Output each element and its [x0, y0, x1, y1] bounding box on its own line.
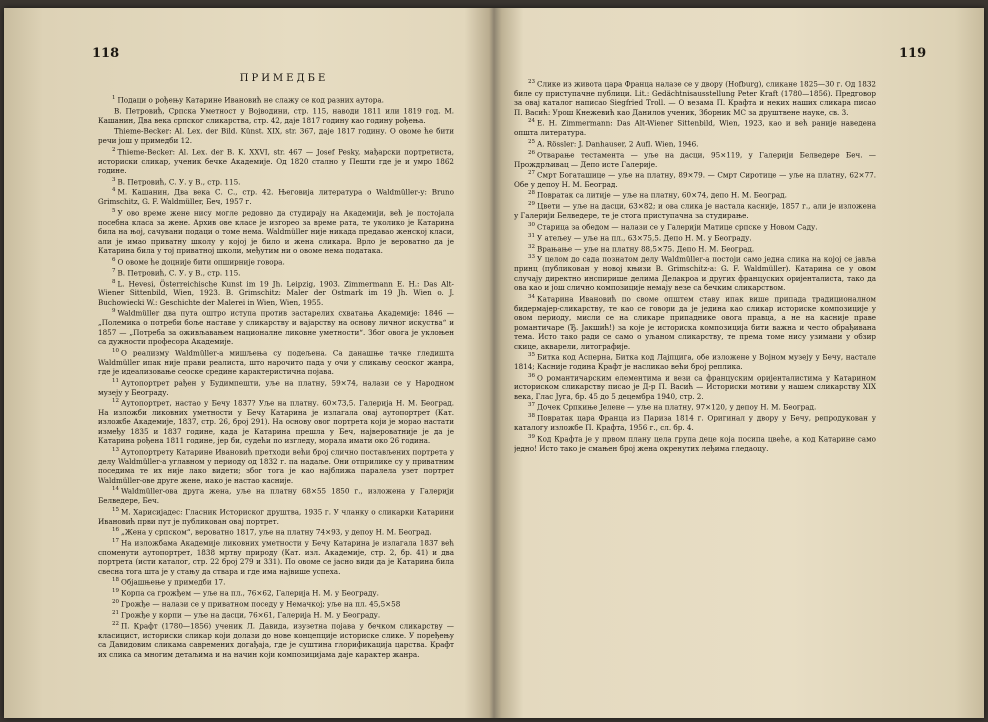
endnote: $^{14}$ Waldmüller-ова друга жена, уље на платну 68×55 1850 г., изложена у Галерији Белведере, Беч. [98, 486, 454, 506]
endnote: $^{36}$ О романтичарским елементима и вези са француским оријенталистима у Катарином историском сликарству писао је Д-р П. Васић — Историски мотиви у нашем сликарству XIX века, Глас Југа, бр. 45 до 5 децембра 1940, стр. 2. [514, 372, 876, 401]
endnote: $^{35}$ Битка код Асперна, Битка код Лајпцига, обе изложене у Војном музеју у Бечу, настале 1814; Касније година Крафт је насликао већи број реплика. [514, 352, 876, 372]
endnote: $^{22}$ П. Крафт (1780—1856) ученик Л. Давида, изузетна појава у бечком сликарству — класицист, историски сликар који долази до нове концепције историске слике. У поређењу са Давидовим сликама савремених догађаја, где је суштина глорификација царства. Крафт их слика са многим детаљима и на начин који композицијама даје карактер жанра. [98, 620, 454, 659]
endnote [98, 659, 454, 670]
endnote: Thieme-Becker: Al. Lex. der Bild. Künst. XIX, str. 367, даје 1817 годину. О овоме ће бити речи још у примедби 12. [98, 126, 454, 146]
endnote: $^{16}$ „Жена у српском“, вероватно 1817, уље на платну 74×93, у депоу Н. М. Београд. [112, 527, 432, 537]
endnote: $^{28}$ Повратак са литије — уље на платну, 60×74, депо Н. М. Београд. [528, 190, 787, 200]
endnote: $^{27}$ Смрт Богаташице — уље на платну, 89×79. — Смрт Сиротице — уље на платну, 62×77. Обе у депоу Н. М. Београд. [514, 170, 876, 189]
notes-list [514, 78, 876, 458]
endnote: $^{39}$ Код Крафта је у првом плану цела група деце која посипа цвеће, а код Катарине само једно! Исто тако је смањен број жена окренутих леђима гледаоцу. [514, 433, 876, 453]
endnote: $^2$ Thieme-Becker: Al. Lex. der B. K. XXVI, str. 467 — Josef Pesky, мађарски портретиста, историски сликар, ученик бечке Академије. Од 1820 стално у Пешти где је и умро 1862 године. [98, 146, 454, 176]
endnote: $^3$ В. Петровић, С. У. у В., стр. 115. [112, 176, 241, 186]
endnote: $^{26}$ Отварање тестамента — уље на дасци, 95×119, у Галерији Белведере Беч. — Прождрљивац — Депо исте Галерије. [514, 149, 876, 169]
endnote: $^5$ У ово време жене нису могле редовно да студирају на Академији, већ је постојала посебна класа за жене. Архив ове класе је изгорео за време рата, те уколико је Катарина била на њој, сачувани подаци о томе нема. Waldmüller није никада предавао женској класи, али је имао приватну школу у којој је било и жена сликара. Врло је вероватно да је Катарина била у тој приватној школи, међутим ни о овоме нема података. [98, 207, 454, 256]
endnote: $^{10}$ О реализму Waldmüller-а мишљења су подељена. Са данашње тачке гледишта Waldmüller ипак није прави реалиста, што нарочито пада у очи у сликању сеоског жанра, где је идеализовање сеоске средине карактеристична појава. [98, 347, 454, 377]
page-number: 119 [899, 46, 927, 61]
endnote: $^{37}$ Дочек Српкиње Јелене — уље на платну, 97×120, у депоу Н. М. Београд. [528, 402, 817, 412]
endnote: $^{20}$ Грожђе — налази се у приватном поседу у Немачкој; уље на пл. 45,5×58 [112, 599, 401, 609]
page-heading: ПРИМЕДБЕ [239, 73, 329, 84]
right-page [494, 8, 984, 718]
endnote: $^{12}$ Аутопортрет, настао у Бечу 1837? Уље на платну. 60×73,5. Галерија Н. М. Београд. На изложби ликовних уметности у Бечу Катарина је излагала овај аутопортрет (Кат. изложбе Академије, 1837, стр. 26, број 291). На основу овог портрета који је морао настати између 1835 и 1837 године, када је Катарина прешла у Беч, највероватније је да је Катарина рођена 1811 године, јер би, судећи по изгледу, морала имати око 26 година. [98, 398, 454, 446]
endnote: $^8$ L. Hevesi, Österreichische Kunst im 19 Jh. Leipzig, 1903. Zimmermann E. H.: Das Alt-Wiener Sittenbild, Wien, 1923. B. Grimschitz: Maler der Ostmark im 19 Jh. Wien o. J. Buchowiecki W.: Geschichte der Malerei in Wien, Wien, 1955. [98, 278, 454, 307]
book-spread [4, 8, 984, 718]
endnote: $^{24}$ Е. Н. Zimmermann: Das Alt-Wiener Sittenbild, Wien, 1923, као и већ раније наведена општа литература. [514, 118, 876, 138]
endnote: $^1$ Подаци о рођењу Катарине Ивановић не слажу се код разних аутора. [112, 95, 384, 105]
endnote: В. Петровић, Српска Уметност у Војводини, стр. 115, наводи 1811 или 1819 год. М. Кашанин, Два века српског сликарства, стр. 42, даје 1817 годину као годину рођења. [98, 106, 454, 125]
endnote: $^{19}$ Корпа са грожђем — уље на пл., 76×62, Галерија Н. М. у Београду. [112, 588, 379, 598]
endnote: $^{11}$ Аутопортрет рађен у Будимпешти, уље на платну, 59×74, налази се у Народном музеју у Београду. [98, 377, 454, 397]
page-number: 118 [92, 46, 120, 61]
endnote: $^{23}$ Слике из живота цара Франца налазе се у двору (Hofburg), сликане 1825—30 г. Од 1832 биле су приступачне публици. Lit.: Gedächtnisausstellung Peter Kraft (1780—1856). Предговор за овај каталог написао Siegfried Troll. — О везама П. Крафта и неких наших сликара писао П. Васић: Урош Кнежевић као Данилов ученик, Зборник МС за друштвене науке, св. 3. [514, 79, 876, 117]
endnote: $^{15}$ М. Харисијадес: Гласник Историског друштва, 1935 г. У чланку о сликарки Катарини Ивановић први пут је публикован овај портрет. [98, 506, 454, 526]
endnote: $^6$ О овоме ће доцније бити опширније говора. [112, 256, 285, 267]
endnote: $^{29}$ Цвети — уље на дасци, 63×82; и ова слика је настала касније, 1857 г., али је изложена у Галерији Белведере, те је стога приступачна за студирање. [514, 201, 876, 221]
endnote: $^{32}$ Врањање — уље на платну 88,5×75. Депо Н. М. Београд. [528, 243, 755, 253]
left-page [4, 8, 494, 718]
endnote: $^{38}$ Повратак цара Франца из Париза 1814 г. Оригинал у двору у Бечу, репродукован у каталогу изложбе П. Крафта, 1956 г., сл. бр. 4. [514, 413, 876, 433]
endnote: $^{17}$ На изложбама Академије ликовних уметности у Бечу Катарина је излагала 1837 већ споменути аутопортрет, 1838 мртву природу (Кат. изл. Академије, стр. 2, бр. 41) и два портрета (исти каталог, стр. 22 број 279 и 331). По овоме се јасно види да је Катарина била свесна тога шта је у стању да ствара и где има највише успеха. [98, 538, 454, 576]
endnote: $^{34}$ Катарина Ивановић по своме општем ставу ипак више припада традиционалном бидермајер-сликарству, те као се говори да је једина као сликар историске композиције у овом периоду, мисли се на сликаре припаднике овога правца, а не на касније праве романтичаре (Ђ. Јакшић!) за које је историска композиција бити важна и често обрађивана тема. Исто тако ради се само о уљаном сликарству, те према томе нису узимани у обзир скице, акварели, литографије. [514, 293, 876, 351]
endnote: $^9$ Waldmüller два пута оштро иступа против застарелих схватања Академије: 1846 — „Полемика о потреби боље наставе у сликарству и вајарству на основу личног искуства“ и 1857 — „Потреба за оживљавањем националне ликовне уметности“. Због овога је уклоњен са дужности професора Академије. [98, 308, 454, 347]
endnote: $^{33}$ У целом до сада познатом делу Waldmüller-а постоји само једна слика на којој се јавља принц (публикован у новој књизи B. Grimschitz-а: G. F. Waldmüller). Катарина се у овом случају директно инспирише делима Делакроа и других француских оријенталиста, тако да ова као и још слично композиције немају везе са бечким сликарством. [514, 254, 876, 293]
endnote: $^7$ В. Петровић, С. У. у В., стр. 115. [112, 267, 241, 278]
endnote: $^{13}$ Аутопортрету Катарине Ивановић претходи већи број слично постављених портрета у делу Waldmüller-а углавном у периоду од 1832 г. па надаље. Они отприлике су у приватним поседима те их није лако видети; због тога је као најближа паралела узет портрет Waldmüller-ове друге жене, иако је настао касније. [98, 446, 454, 485]
endnote: $^{21}$ Грожђе у корпи — уље на дасци, 76×61, Галерија Н. М. у Београду. [112, 610, 381, 620]
endnote: $^{30}$ Старица за обедом — налази се у Галерији Матице српске у Новом Саду. [528, 221, 818, 232]
notes-list [98, 94, 454, 694]
endnote: $^4$ М. Кашанин, Два века С. С., стр. 42. Његовија литература о Waldmüller-у: Bruno Grimschitz, G. F. Waldmüller, Беч, 1957 г. [98, 187, 454, 207]
endnote: $^{18}$ Објашњење у примедби 17. [112, 577, 226, 587]
endnote: $^{31}$ У атељеу — уље на пл., 63×75,5. Депо Н. М. у Београду. [528, 232, 752, 243]
endnote: $^{25}$ A. Rössler: J. Danhauser, 2 Aufl. Wien, 1946. [528, 138, 699, 149]
